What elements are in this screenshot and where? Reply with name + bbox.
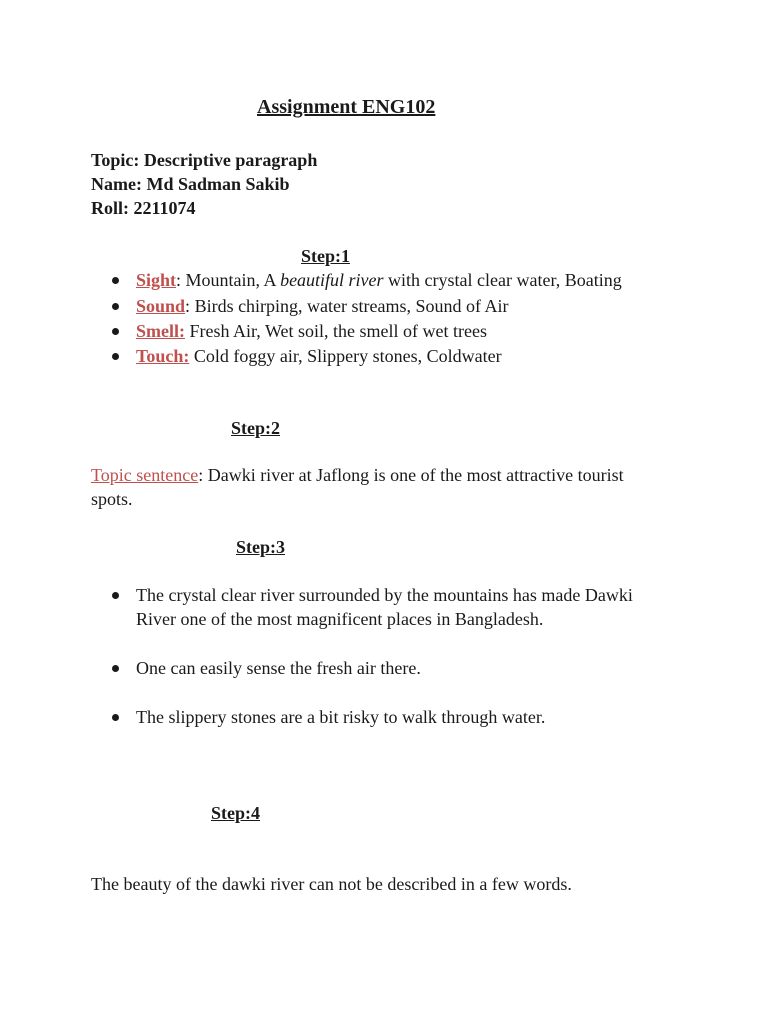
touch-text: Cold foggy air, Slippery stones, Coldwater	[193, 346, 502, 366]
step3-list	[0, 583, 656, 729]
label-separator: :	[176, 270, 186, 290]
step1-heading: Step:1	[301, 246, 350, 266]
sight-text-before: Mountain, A	[185, 270, 281, 290]
step3-heading: Step:3	[236, 537, 285, 557]
bullet-icon	[112, 592, 119, 599]
step4-heading: Step:4	[211, 803, 260, 823]
bullet-icon	[112, 277, 119, 284]
bullet-icon	[112, 665, 119, 672]
bullet-icon	[112, 714, 119, 721]
bullet-icon	[112, 303, 119, 310]
name-line: Name: Md Sadman Sakib	[91, 174, 290, 194]
topic-sentence-text: : Dawki river at Jaflong is one of the most attractive tourist spots.	[91, 465, 624, 509]
smell-text: Fresh Air, Wet soil, the smell of wet trees	[189, 321, 487, 341]
topic-line: Topic: Descriptive paragraph	[91, 150, 318, 170]
label-separator: :	[185, 296, 195, 316]
topic-sentence-label: Topic sentence	[91, 465, 199, 485]
sense-label-smell: Smell:	[136, 321, 185, 341]
sense-label-sight: Sight	[136, 270, 177, 290]
list-item-smell	[0, 319, 656, 343]
bullet-icon	[112, 353, 119, 360]
step2-heading: Step:2	[231, 418, 280, 438]
sense-label-touch: Touch:	[136, 346, 190, 366]
list-item-text: One can easily sense the fresh air there.	[136, 658, 421, 678]
list-item	[0, 583, 656, 631]
sound-text: Birds chirping, water streams, Sound of Air	[194, 296, 509, 316]
sight-text-after: with crystal clear water, Boating	[383, 270, 622, 290]
list-item	[0, 705, 656, 729]
step1-list	[0, 268, 656, 368]
topic-sentence-paragraph	[91, 463, 661, 511]
document-title: Assignment ENG102	[257, 96, 436, 118]
list-item-sound	[0, 294, 656, 318]
list-item	[0, 656, 656, 680]
sense-label-sound: Sound	[136, 296, 186, 316]
sight-text-italic: beautiful river	[280, 270, 384, 290]
list-item-text: The crystal clear river surrounded by the mountains has made Dawki River one of the most magnificent places in Bangladesh.	[136, 585, 633, 629]
list-item-sight	[0, 268, 656, 292]
roll-line: Roll: 2211074	[91, 198, 196, 218]
conclusion-paragraph: The beauty of the dawki river can not be described in a few words.	[91, 874, 572, 894]
bullet-icon	[112, 328, 119, 335]
list-item-text: The slippery stones are a bit risky to walk through water.	[136, 707, 546, 727]
list-item-touch	[0, 344, 656, 368]
